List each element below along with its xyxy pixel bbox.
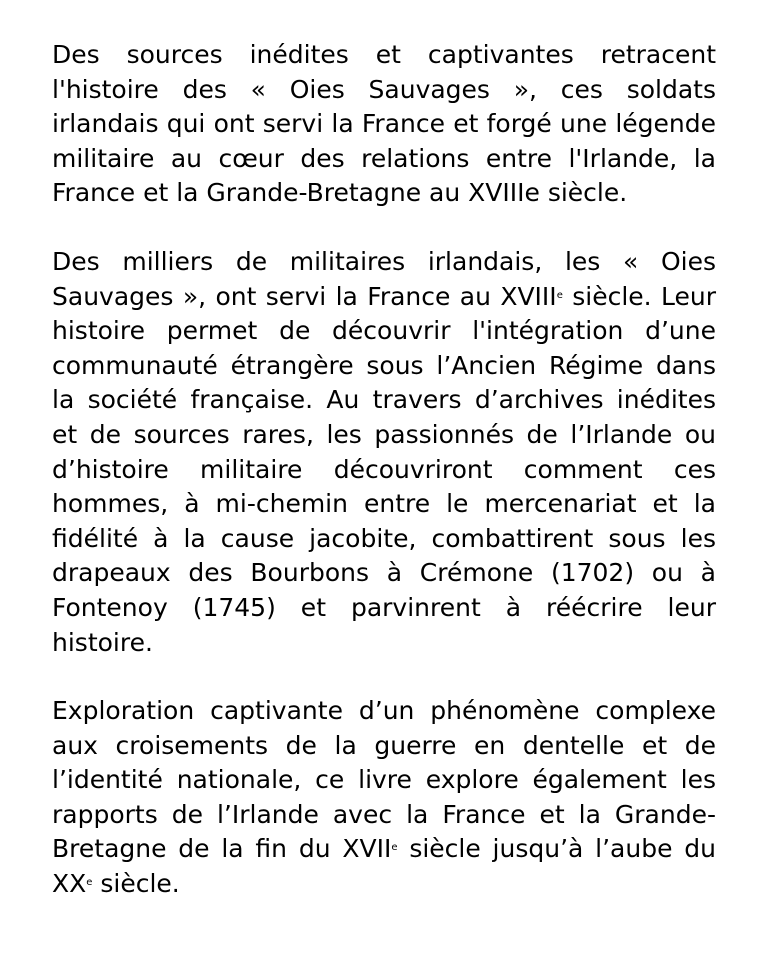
paragraph-intro — [52, 38, 716, 211]
century-superscript: e — [391, 842, 398, 854]
century-superscript: e — [556, 289, 563, 301]
exploration-text-part-2: siècle jusqu’à l’aube du XX — [52, 834, 716, 899]
intro-text: Des sources inédites et captivantes retracent l'histoire des « Oies Sauvages », ces soldats irlandais qui ont servi la France et forgé une légende militaire au cœur des relations entre l'Irlande, la France et la Grande-Bretagne au XVIIIe siècle. — [52, 40, 716, 208]
paragraph-exploration — [52, 694, 716, 902]
exploration-text-part-3: siècle. — [92, 869, 180, 899]
history-text-part-1: Des milliers de militaires irlandais, les « Oies Sauvages », ont servi la France au XVIII — [52, 246, 716, 311]
exploration-text-part-1: Exploration captivante d’un phénomène complexe aux croisements de la guerre en dentelle et de l’identité nationale, ce livre explore également les rapports de l’Irlande avec la France et la Grande-Bretagne de la fin du XVII — [52, 696, 716, 864]
book-description — [52, 38, 716, 902]
history-text-part-2: siècle. Leur histoire permet de découvrir l'intégration d’une communauté étrangère sous l’Ancien Régime dans la société française. Au travers d’archives inédites et de sources rares, les passionnés de l’Irlande ou d’histoire militaire découvriront comment ces hommes, à mi-chemin entre le mercenariat et la fidélité à la cause jacobite, combattirent sous les drapeaux des Bourbons à Crémone (1702) ou à Fontenoy (1745) et parvinrent à réécrire leur histoire. — [52, 281, 716, 657]
century-superscript: e — [86, 877, 93, 889]
paragraph-history — [52, 245, 716, 660]
